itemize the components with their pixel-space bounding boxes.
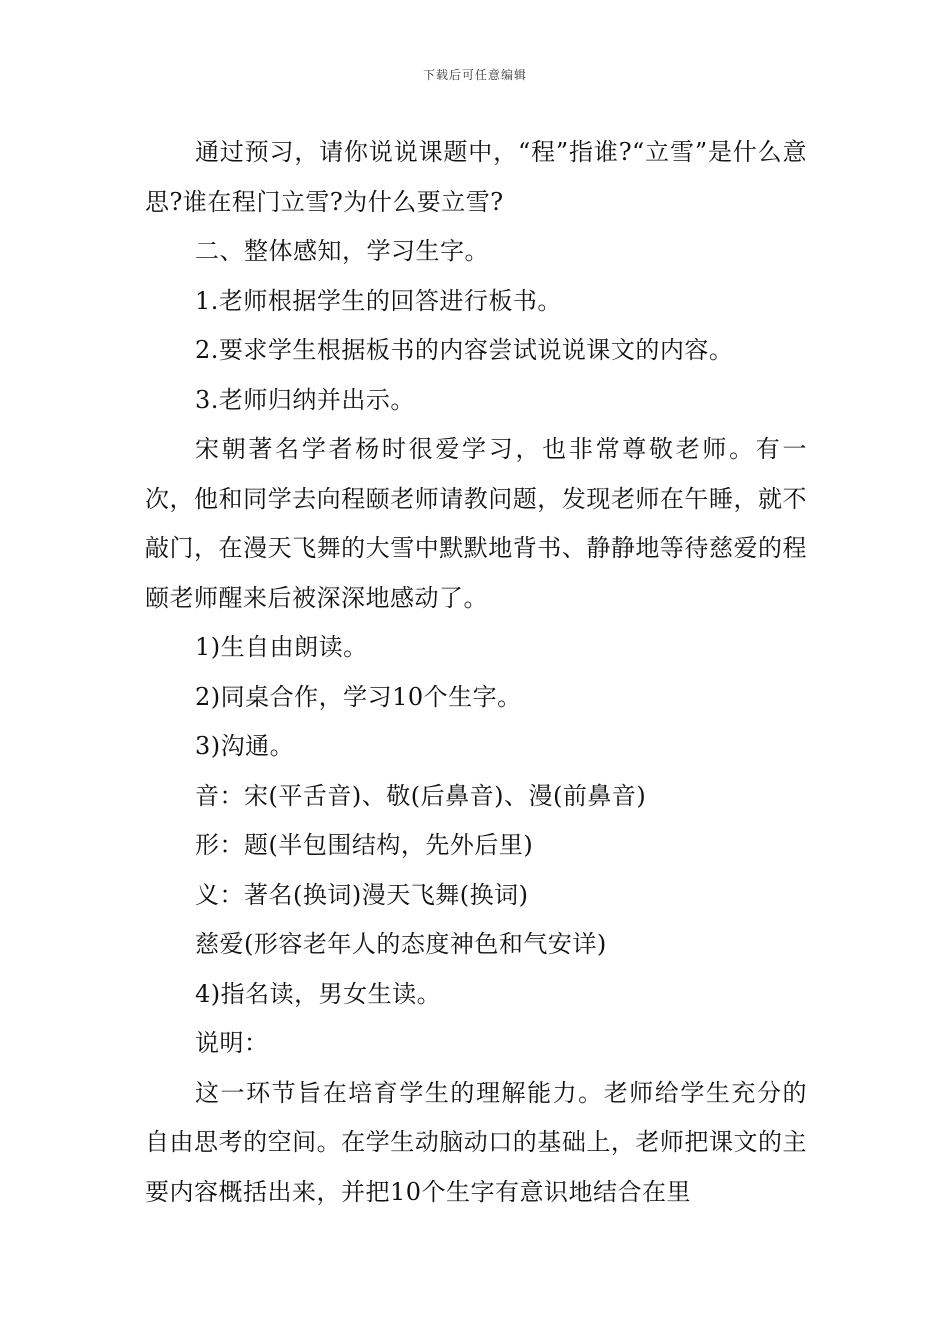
note-shape: 形：题(半包围结构，先外后里) [195, 831, 534, 859]
step-1: 1.老师根据学生的回答进行板书。 [195, 286, 562, 315]
step-2: 2.要求学生根据板书的内容尝试说说课文的内容。 [195, 336, 734, 364]
paragraph-explanation: 这一环节旨在培育学生的理解能力。老师给学生充分的自由思考的空间。在学生动脑动口的基础上，老师把课文的主要内容概括出来，并把10个生字有意识地结合在里 [145, 1078, 807, 1206]
substep-2: 2)同桌合作，学习10个生字。 [195, 682, 522, 711]
note-sound: 音：宋(平舌音)、敬(后鼻音)、漫(前鼻音) [195, 781, 647, 810]
explanation-label: 说明： [195, 1029, 269, 1057]
paragraph-preview-question: 通过预习，请你说说课题中，“程”指谁?“立雪”是什么意思?谁在程门立雪?为什么要立雪? [145, 138, 807, 216]
paragraph-story: 宋朝著名学者杨时很爱学习，也非常尊敬老师。有一次，他和同学去向程颐老师请教问题，发现老师在午睡，就不敲门，在漫天飞舞的大雪中默默地背书、静静地等待慈爱的程颐老师醒来后被深深地感动了。 [145, 435, 807, 612]
document-body [145, 128, 807, 1217]
note-meaning: 义：著名(换词)漫天飞舞(换词) [195, 880, 529, 909]
substep-4: 4)指名读，男女生读。 [195, 979, 442, 1008]
step-3: 3.老师归纳并出示。 [195, 385, 415, 414]
substep-3: 3)沟通。 [195, 732, 295, 760]
page-header: 下载后可任意编辑 [422, 68, 527, 82]
note-ciai: 慈爱(形容老年人的态度神色和气安详) [195, 930, 607, 958]
section-heading-overall: 二、整体感知，学习生字。 [195, 237, 489, 265]
substep-1: 1)生自由朗读。 [195, 633, 368, 661]
